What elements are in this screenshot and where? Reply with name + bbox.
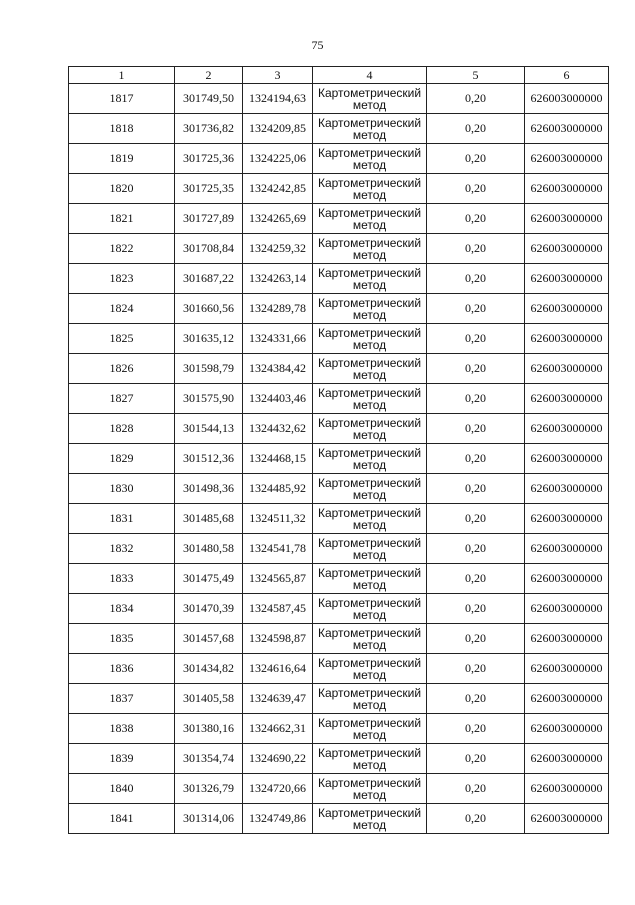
method-cell: Картометрический метод — [313, 114, 427, 144]
method-cell: Картометрический метод — [313, 324, 427, 354]
code-cell: 626003000000 — [525, 324, 609, 354]
table-row — [69, 444, 609, 474]
y-coordinate-cell: 1324265,69 — [243, 204, 313, 234]
y-coordinate-cell: 1324565,87 — [243, 564, 313, 594]
accuracy-cell: 0,20 — [427, 354, 525, 384]
method-cell: Картометрический метод — [313, 594, 427, 624]
method-cell: Картометрический метод — [313, 354, 427, 384]
point-number-cell: 1828 — [69, 414, 175, 444]
y-coordinate-cell: 1324209,85 — [243, 114, 313, 144]
x-coordinate-cell: 301708,84 — [175, 234, 243, 264]
accuracy-cell: 0,20 — [427, 474, 525, 504]
method-cell: Картометрический метод — [313, 264, 427, 294]
y-coordinate-cell: 1324194,63 — [243, 84, 313, 114]
accuracy-cell: 0,20 — [427, 714, 525, 744]
point-number-cell: 1818 — [69, 114, 175, 144]
table-row — [69, 144, 609, 174]
y-coordinate-cell: 1324690,22 — [243, 744, 313, 774]
x-coordinate-cell: 301544,13 — [175, 414, 243, 444]
method-cell: Картометрический метод — [313, 294, 427, 324]
x-coordinate-cell: 301326,79 — [175, 774, 243, 804]
code-cell: 626003000000 — [525, 144, 609, 174]
code-cell: 626003000000 — [525, 114, 609, 144]
table-row — [69, 774, 609, 804]
y-coordinate-cell: 1324432,62 — [243, 414, 313, 444]
accuracy-cell: 0,20 — [427, 744, 525, 774]
x-coordinate-cell: 301457,68 — [175, 624, 243, 654]
x-coordinate-cell: 301470,39 — [175, 594, 243, 624]
accuracy-cell: 0,20 — [427, 504, 525, 534]
x-coordinate-cell: 301380,16 — [175, 714, 243, 744]
x-coordinate-cell: 301635,12 — [175, 324, 243, 354]
table-row — [69, 414, 609, 444]
y-coordinate-cell: 1324587,45 — [243, 594, 313, 624]
table-row — [69, 234, 609, 264]
accuracy-cell: 0,20 — [427, 204, 525, 234]
column-header: 4 — [313, 67, 427, 84]
table-row — [69, 654, 609, 684]
column-header: 5 — [427, 67, 525, 84]
coordinates-table — [68, 66, 609, 834]
method-cell: Картометрический метод — [313, 144, 427, 174]
table-row — [69, 624, 609, 654]
x-coordinate-cell: 301725,35 — [175, 174, 243, 204]
x-coordinate-cell: 301736,82 — [175, 114, 243, 144]
x-coordinate-cell: 301405,58 — [175, 684, 243, 714]
point-number-cell: 1836 — [69, 654, 175, 684]
column-header: 1 — [69, 67, 175, 84]
y-coordinate-cell: 1324403,46 — [243, 384, 313, 414]
x-coordinate-cell: 301725,36 — [175, 144, 243, 174]
code-cell: 626003000000 — [525, 684, 609, 714]
point-number-cell: 1824 — [69, 294, 175, 324]
x-coordinate-cell: 301512,36 — [175, 444, 243, 474]
y-coordinate-cell: 1324263,14 — [243, 264, 313, 294]
accuracy-cell: 0,20 — [427, 264, 525, 294]
method-cell: Картометрический метод — [313, 684, 427, 714]
column-header: 6 — [525, 67, 609, 84]
code-cell: 626003000000 — [525, 84, 609, 114]
code-cell: 626003000000 — [525, 444, 609, 474]
code-cell: 626003000000 — [525, 294, 609, 324]
y-coordinate-cell: 1324384,42 — [243, 354, 313, 384]
x-coordinate-cell: 301480,58 — [175, 534, 243, 564]
point-number-cell: 1821 — [69, 204, 175, 234]
table-row — [69, 684, 609, 714]
point-number-cell: 1832 — [69, 534, 175, 564]
table-row — [69, 294, 609, 324]
x-coordinate-cell: 301434,82 — [175, 654, 243, 684]
accuracy-cell: 0,20 — [427, 684, 525, 714]
accuracy-cell: 0,20 — [427, 444, 525, 474]
point-number-cell: 1838 — [69, 714, 175, 744]
table-row — [69, 324, 609, 354]
code-cell: 626003000000 — [525, 804, 609, 834]
table-row — [69, 114, 609, 144]
y-coordinate-cell: 1324259,32 — [243, 234, 313, 264]
method-cell: Картометрический метод — [313, 384, 427, 414]
code-cell: 626003000000 — [525, 354, 609, 384]
accuracy-cell: 0,20 — [427, 654, 525, 684]
code-cell: 626003000000 — [525, 774, 609, 804]
x-coordinate-cell: 301598,79 — [175, 354, 243, 384]
x-coordinate-cell: 301727,89 — [175, 204, 243, 234]
accuracy-cell: 0,20 — [427, 624, 525, 654]
method-cell: Картометрический метод — [313, 414, 427, 444]
method-cell: Картометрический метод — [313, 564, 427, 594]
method-cell: Картометрический метод — [313, 624, 427, 654]
point-number-cell: 1830 — [69, 474, 175, 504]
method-cell: Картометрический метод — [313, 774, 427, 804]
method-cell: Картометрический метод — [313, 174, 427, 204]
table-row — [69, 744, 609, 774]
x-coordinate-cell: 301749,50 — [175, 84, 243, 114]
method-cell: Картометрический метод — [313, 84, 427, 114]
table-row — [69, 804, 609, 834]
code-cell: 626003000000 — [525, 594, 609, 624]
table-row — [69, 594, 609, 624]
accuracy-cell: 0,20 — [427, 594, 525, 624]
y-coordinate-cell: 1324639,47 — [243, 684, 313, 714]
point-number-cell: 1835 — [69, 624, 175, 654]
point-number-cell: 1822 — [69, 234, 175, 264]
y-coordinate-cell: 1324598,87 — [243, 624, 313, 654]
x-coordinate-cell: 301575,90 — [175, 384, 243, 414]
column-header: 3 — [243, 67, 313, 84]
code-cell: 626003000000 — [525, 744, 609, 774]
point-number-cell: 1840 — [69, 774, 175, 804]
table-row — [69, 504, 609, 534]
accuracy-cell: 0,20 — [427, 234, 525, 264]
table-row — [69, 564, 609, 594]
accuracy-cell: 0,20 — [427, 324, 525, 354]
point-number-cell: 1839 — [69, 744, 175, 774]
code-cell: 626003000000 — [525, 504, 609, 534]
method-cell: Картометрический метод — [313, 444, 427, 474]
point-number-cell: 1837 — [69, 684, 175, 714]
table-row — [69, 204, 609, 234]
method-cell: Картометрический метод — [313, 714, 427, 744]
table-row — [69, 174, 609, 204]
table-row — [69, 264, 609, 294]
code-cell: 626003000000 — [525, 204, 609, 234]
table-row — [69, 354, 609, 384]
accuracy-cell: 0,20 — [427, 294, 525, 324]
table-row — [69, 534, 609, 564]
y-coordinate-cell: 1324541,78 — [243, 534, 313, 564]
y-coordinate-cell: 1324242,85 — [243, 174, 313, 204]
method-cell: Картометрический метод — [313, 744, 427, 774]
y-coordinate-cell: 1324720,66 — [243, 774, 313, 804]
column-header: 2 — [175, 67, 243, 84]
code-cell: 626003000000 — [525, 174, 609, 204]
page-number: 75 — [311, 38, 324, 52]
point-number-cell: 1826 — [69, 354, 175, 384]
y-coordinate-cell: 1324331,66 — [243, 324, 313, 354]
y-coordinate-cell: 1324289,78 — [243, 294, 313, 324]
method-cell: Картометрический метод — [313, 534, 427, 564]
accuracy-cell: 0,20 — [427, 804, 525, 834]
accuracy-cell: 0,20 — [427, 564, 525, 594]
table-header-row — [69, 67, 609, 84]
table-row — [69, 84, 609, 114]
accuracy-cell: 0,20 — [427, 84, 525, 114]
method-cell: Картометрический метод — [313, 804, 427, 834]
code-cell: 626003000000 — [525, 384, 609, 414]
x-coordinate-cell: 301354,74 — [175, 744, 243, 774]
table-row — [69, 714, 609, 744]
y-coordinate-cell: 1324749,86 — [243, 804, 313, 834]
method-cell: Картометрический метод — [313, 474, 427, 504]
code-cell: 626003000000 — [525, 534, 609, 564]
method-cell: Картометрический метод — [313, 204, 427, 234]
point-number-cell: 1819 — [69, 144, 175, 174]
accuracy-cell: 0,20 — [427, 534, 525, 564]
code-cell: 626003000000 — [525, 474, 609, 504]
y-coordinate-cell: 1324511,32 — [243, 504, 313, 534]
point-number-cell: 1841 — [69, 804, 175, 834]
x-coordinate-cell: 301687,22 — [175, 264, 243, 294]
point-number-cell: 1823 — [69, 264, 175, 294]
table-row — [69, 384, 609, 414]
code-cell: 626003000000 — [525, 564, 609, 594]
code-cell: 626003000000 — [525, 234, 609, 264]
y-coordinate-cell: 1324616,64 — [243, 654, 313, 684]
point-number-cell: 1825 — [69, 324, 175, 354]
table-row — [69, 474, 609, 504]
accuracy-cell: 0,20 — [427, 414, 525, 444]
point-number-cell: 1831 — [69, 504, 175, 534]
x-coordinate-cell: 301475,49 — [175, 564, 243, 594]
y-coordinate-cell: 1324225,06 — [243, 144, 313, 174]
code-cell: 626003000000 — [525, 654, 609, 684]
y-coordinate-cell: 1324662,31 — [243, 714, 313, 744]
method-cell: Картометрический метод — [313, 234, 427, 264]
x-coordinate-cell: 301660,56 — [175, 294, 243, 324]
point-number-cell: 1834 — [69, 594, 175, 624]
point-number-cell: 1820 — [69, 174, 175, 204]
point-number-cell: 1817 — [69, 84, 175, 114]
x-coordinate-cell: 301498,36 — [175, 474, 243, 504]
method-cell: Картометрический метод — [313, 504, 427, 534]
point-number-cell: 1827 — [69, 384, 175, 414]
y-coordinate-cell: 1324468,15 — [243, 444, 313, 474]
point-number-cell: 1829 — [69, 444, 175, 474]
code-cell: 626003000000 — [525, 264, 609, 294]
accuracy-cell: 0,20 — [427, 774, 525, 804]
y-coordinate-cell: 1324485,92 — [243, 474, 313, 504]
accuracy-cell: 0,20 — [427, 384, 525, 414]
accuracy-cell: 0,20 — [427, 144, 525, 174]
accuracy-cell: 0,20 — [427, 114, 525, 144]
x-coordinate-cell: 301314,06 — [175, 804, 243, 834]
accuracy-cell: 0,20 — [427, 174, 525, 204]
code-cell: 626003000000 — [525, 414, 609, 444]
code-cell: 626003000000 — [525, 714, 609, 744]
code-cell: 626003000000 — [525, 624, 609, 654]
point-number-cell: 1833 — [69, 564, 175, 594]
method-cell: Картометрический метод — [313, 654, 427, 684]
x-coordinate-cell: 301485,68 — [175, 504, 243, 534]
